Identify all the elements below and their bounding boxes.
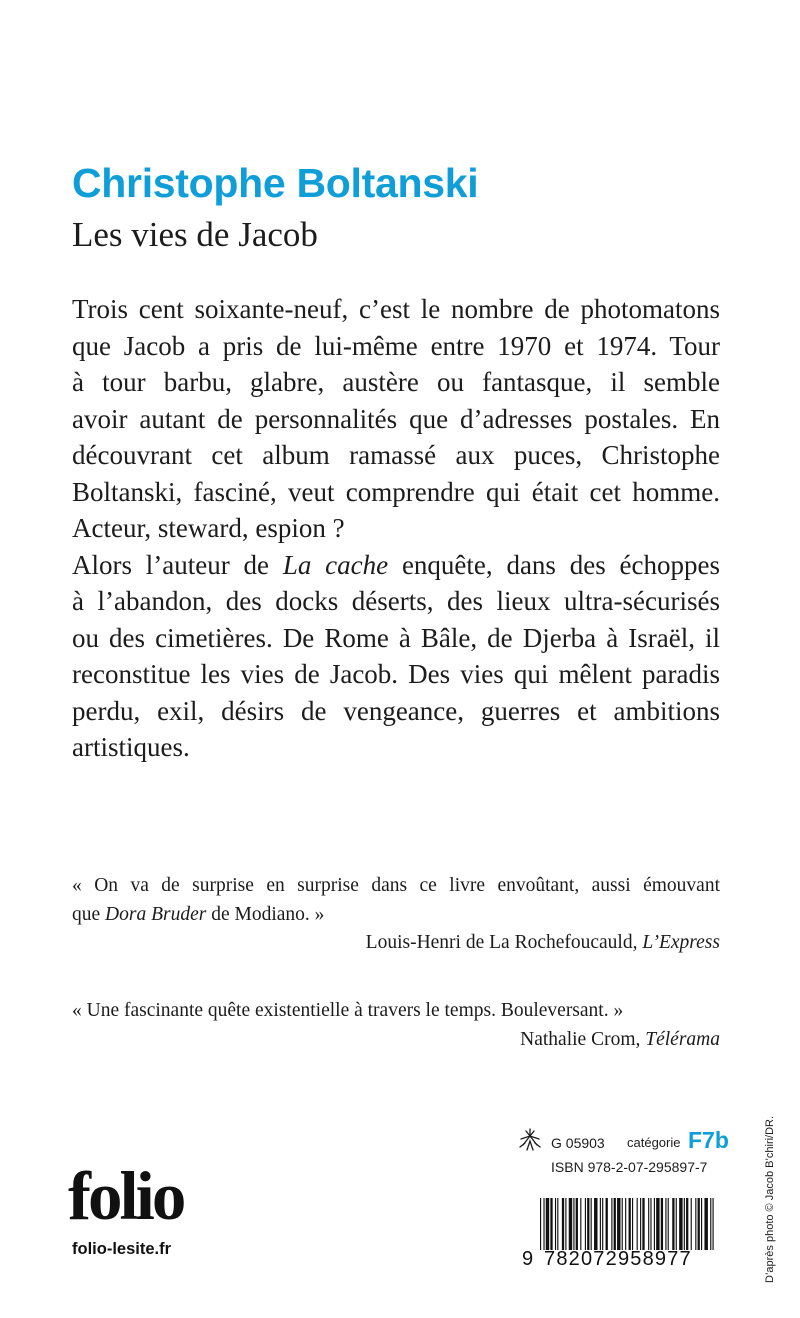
author-name: Christophe Boltanski [72,160,479,206]
barcode-bar [555,1198,556,1250]
barcode-bar [713,1198,714,1250]
quote-attribution [72,1026,720,1055]
website-link: folio-lesite.fr [72,1240,172,1258]
blurb-line: à l’abandon, des docks déserts, des lieux ultra-sécurisés [72,586,720,616]
barcode-bar [691,1198,692,1250]
barcode-bar [602,1198,603,1250]
barcode-bar [562,1198,564,1250]
barcode-bar [550,1198,552,1250]
barcode-bar [617,1198,620,1250]
press-quote [72,997,720,1054]
blurb-line: à tour barbu, glabre, austère ou fantasque, il semble [72,367,720,397]
barcode-bar [594,1198,597,1250]
edition-code: G 05903 [551,1135,605,1151]
barcode-bar [668,1198,669,1250]
blurb-line: avoir autant de personnalités que d’adresses postales. En [72,403,720,434]
barcode-bar [642,1198,644,1250]
barcode-bar [684,1198,685,1250]
barcode-bar [654,1198,655,1250]
attribution-source: Télérama [645,1028,720,1050]
quote-attribution [72,929,720,958]
barcode-bar [543,1198,544,1250]
blurb-text [72,291,720,766]
blurb-line: artistiques. [72,732,190,762]
barcode-bar [686,1198,688,1250]
folio-logo: folio [68,1158,184,1234]
barcode-bar [648,1198,649,1250]
barcode-bar [585,1198,586,1250]
barcode-bar [622,1198,623,1250]
barcode-bar [569,1198,572,1250]
attribution-name: Nathalie Crom, [520,1028,646,1050]
quote-text-segment: de Modiano. » [206,903,325,925]
attribution-name: Louis-Henri de La Rochefoucauld, [365,932,643,953]
barcode-bar [629,1198,631,1250]
blurb-text-segment: enquête, dans des échoppes [388,549,721,580]
quote-line [72,901,720,930]
barcode-bar [565,1198,566,1250]
barcode-bar [650,1198,651,1250]
barcode-bar [611,1198,612,1250]
barcode-bar [546,1198,549,1250]
barcode-bar [704,1198,707,1250]
barcode-bar [587,1198,589,1250]
blurb-line: Acteur, steward, espion ? [72,513,345,543]
blurb-line: Trois cent soixante-neuf, c’est le nombre de photomatons [72,294,720,324]
barcode-bar [573,1198,574,1250]
barcode [540,1198,716,1250]
blurb-line: ou des cimetières. De Rome à Bâle, de Djerba à Israël, il [72,622,720,653]
barcode-bar [676,1198,677,1250]
barcode-bar [606,1198,608,1250]
barcode-bar [672,1198,674,1250]
barcode-bar [665,1198,666,1250]
barcode-bar [695,1198,696,1250]
barcode-bar [580,1198,581,1250]
barcode-bar [600,1198,601,1250]
barcode-bar [591,1198,592,1250]
folio-crest-icon [518,1127,542,1156]
isbn: ISBN 978-2-07-295897-7 [551,1159,708,1175]
barcode-bar [576,1198,578,1250]
barcode-bar [698,1198,700,1250]
blurb-line: découvrant cet album ramassé aux puces, Christophe [72,440,720,470]
barcode-bar [679,1198,682,1250]
quote-line: « Une fascinante quête existentielle à travers le temps. Bouleversant. » [72,1000,624,1021]
barcode-bar [656,1198,659,1250]
blurb-line: perdu, exil, désirs de vengeance, guerres et ambitions [72,695,720,726]
attribution-source: L’Express [642,932,720,953]
book-title: Les vies de Jacob [72,215,318,254]
photo-credit: D’après photo © Jacob B’chiri/DR. [764,1115,776,1283]
barcode-bar [625,1198,626,1250]
quote-line: « On va de surprise en surprise dans ce livre envoûtant, aussi émouvant [72,875,720,896]
barcode-bar [557,1198,558,1250]
category-label: catégorie [627,1135,681,1150]
barcode-bar [701,1198,702,1250]
barcode-bar [710,1198,711,1250]
blurb-line: Boltanski, fasciné, veut comprendre qui était cet homme. [72,476,720,507]
category-code: F7b [688,1127,729,1153]
barcode-first-digit: 9 [522,1248,535,1270]
quote-text-segment: que [72,903,106,925]
blurb-line: reconstitue les vies de Jacob. Des vies qui mêlent paradis [72,659,720,689]
barcode-bar [614,1198,616,1250]
barcode-bar [637,1198,638,1250]
book-reference: Dora Bruder [105,903,207,925]
blurb-line: que Jacob a pris de lui-même entre 1970 et 1974. Tour [72,330,720,361]
barcode-number: 782072958977 [544,1248,692,1270]
barcode-bar [540,1198,541,1250]
book-reference: La cache [282,549,389,580]
barcode-bar [661,1198,663,1250]
barcode-bar [640,1198,641,1250]
press-quote [72,872,720,958]
blurb-line [72,547,720,584]
barcode-bar [632,1198,633,1250]
blurb-text-segment: Alors l’auteur de [72,549,283,580]
